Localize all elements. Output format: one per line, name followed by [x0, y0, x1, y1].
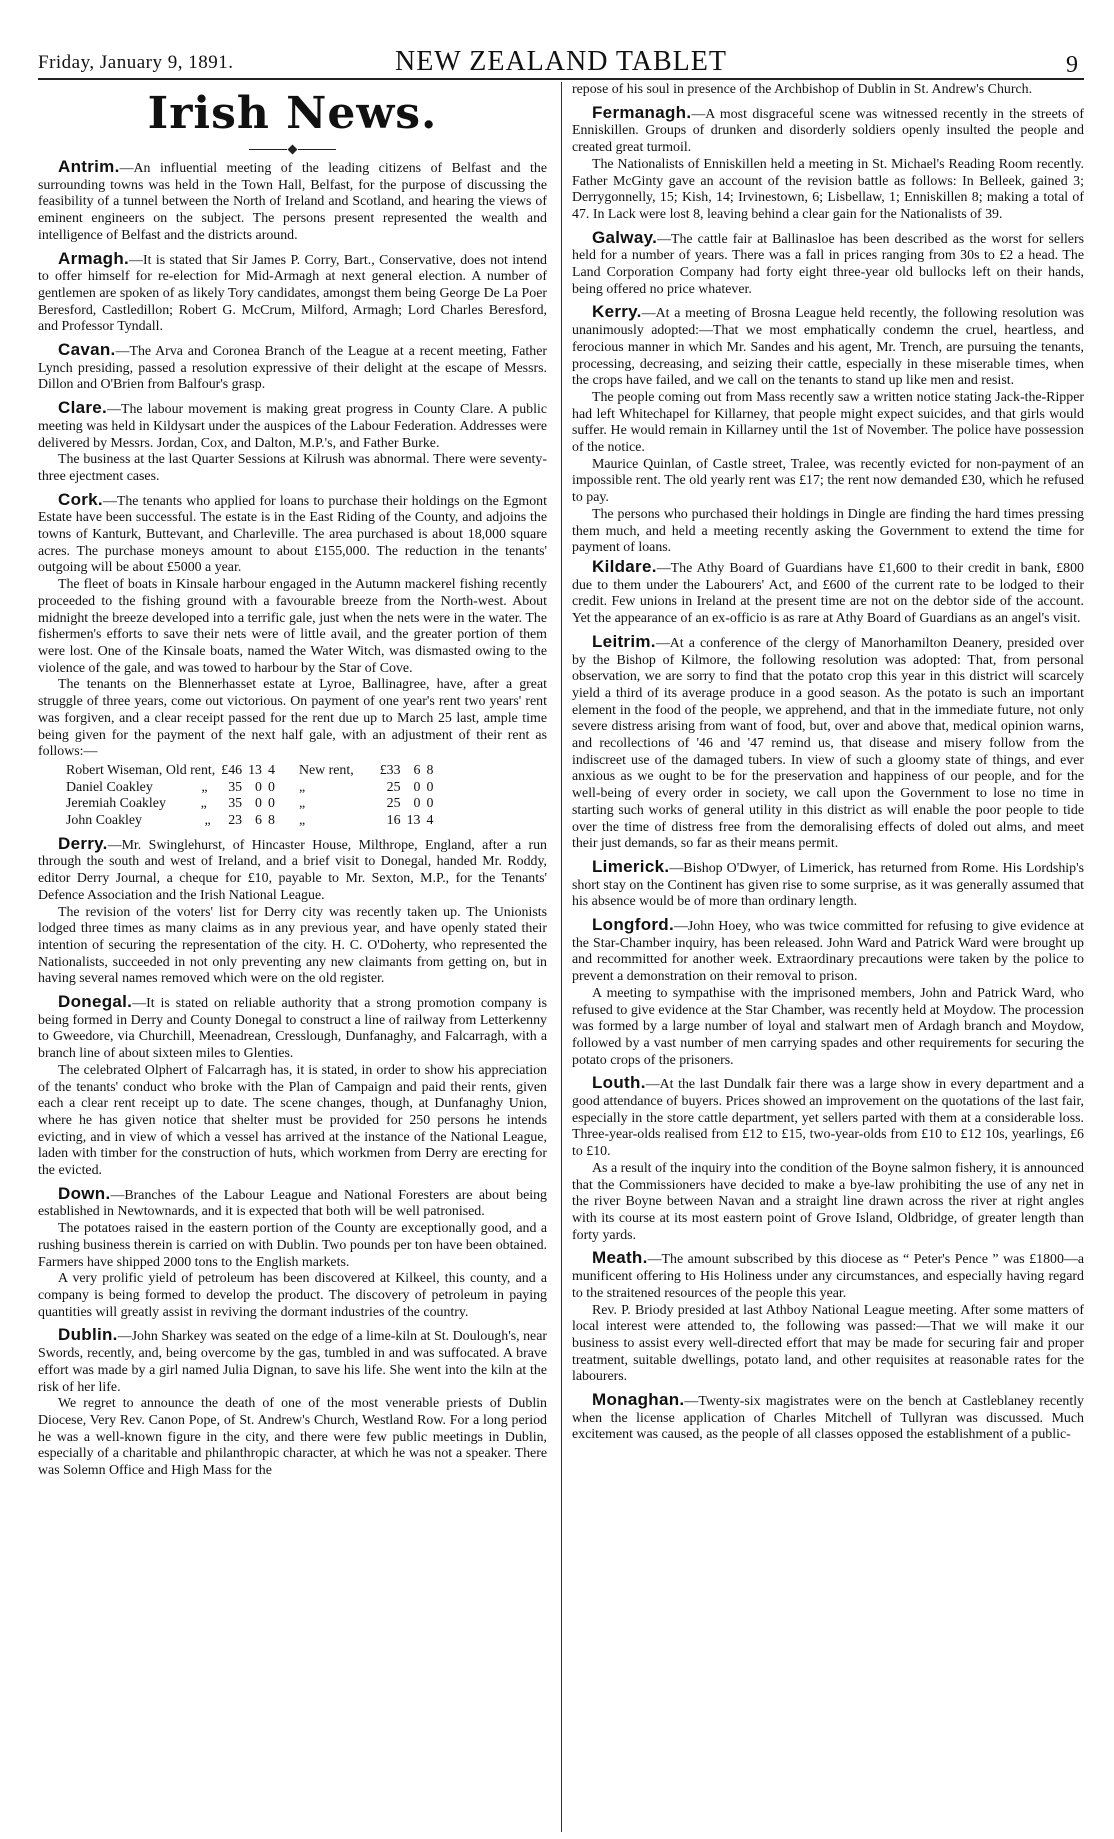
article-text: —An influential meeting of the leading citizens of Belfast and the surrounding towns was held in the Town Hall, Belfast, for the purpose of discussing the feasibility of a tunnel between the North of Ireland and Scotland, and hearing the views of eminent engineers on the subject. The persons present represented the wealth and intelligence of Belfast and the districts around. — [38, 161, 547, 243]
new-rent-shillings: 6 — [413, 762, 421, 778]
article-clare — [38, 400, 547, 452]
new-rent-pence: 0 — [426, 796, 434, 812]
paragraph: The revision of the voters' list for Derry city was recently taken up. The Unionists lodged three times as many claims as in any previous year, and have openly stated their intention of securing the representation of the city. H. C. O'Doherty, who represented the Nationalists, succeeded in not only preventing any new claimants from getting on, but in having several names removed which were on the old register. — [38, 904, 547, 987]
ornament-divider — [38, 146, 547, 153]
old-rent-pence: 8 — [267, 813, 275, 829]
article-longford — [572, 917, 1084, 986]
article-meath — [572, 1250, 1084, 1302]
county-heading: Longford. — [592, 915, 675, 935]
old-rent-pounds: 23 — [228, 813, 243, 829]
ditto-mark: „ — [298, 779, 306, 795]
county-heading: Armagh. — [58, 248, 130, 268]
old-rent-pence: 4 — [267, 762, 275, 778]
article-louth — [572, 1075, 1084, 1161]
county-heading: Dublin. — [58, 1325, 118, 1345]
county-heading: Antrim. — [58, 157, 120, 176]
county-heading: Galway. — [592, 227, 658, 247]
columns — [38, 82, 1084, 1832]
county-heading: Fermanagh. — [592, 102, 692, 122]
county-heading: Monaghan. — [592, 1390, 685, 1410]
article-text: —The tenants who applied for loans to purchase their holdings on the Egmont Estate have been successful. The estate is in the East Riding of the County, and adjoins the towns of Kanturk, Buttevant, and Charleville. The area purchased is about 18,000 square acres. The purchase moneys amount to about £155,000. The reduction in the tenants' outgoing will be about £5000 a year. — [38, 493, 547, 576]
old-rent-pounds: 35 — [228, 779, 243, 795]
article-down — [38, 1183, 547, 1221]
new-rent-pence: 8 — [426, 762, 434, 778]
article-antrim — [38, 159, 547, 245]
ditto-mark: „ — [298, 796, 306, 812]
left-column — [38, 82, 561, 1832]
county-heading: Cavan. — [58, 340, 116, 360]
county-heading: Kerry. — [592, 302, 642, 322]
county-heading: Down. — [58, 1183, 111, 1203]
article-text: —Branches of the Labour League and National Foresters are about being established in Newtownards, and it is expected that both will be well patronised. — [38, 1187, 547, 1220]
paragraph: As a result of the inquiry into the condition of the Boyne salmon fishery, it is announced that the Commissioners have decided to make a bye-law prohibiting the use of any net in the river Boyne between Navan and a straight line drawn across the river at right angles with its course at its most eastern point of Grove Island, Oldbridge, of greater length than forty yards. — [572, 1160, 1084, 1243]
masthead — [38, 40, 1084, 78]
old-rent-pounds: £46 — [221, 762, 243, 778]
paragraph: A very prolific yield of petroleum has been discovered at Kilkeel, this county, and a company is being formed to develop the product. The discovery of petroleum in paying quantities will greatly assist in reviving the dormant industries of the country. — [38, 1271, 547, 1320]
article-kerry — [572, 304, 1084, 390]
section-title: Irish News. — [147, 88, 438, 139]
old-rent-shillings: 6 — [255, 813, 262, 829]
ornament-diamond-icon — [288, 145, 298, 155]
article-dublin — [38, 1327, 547, 1396]
old-rent-shillings: 0 — [255, 779, 262, 795]
new-rent-pence: 4 — [426, 813, 434, 829]
old-rent-pence: 0 — [267, 779, 275, 795]
old-rent-pence: 0 — [267, 796, 275, 812]
article-donegal — [38, 994, 547, 1063]
old-rent-pounds: 35 — [228, 796, 243, 812]
table-row — [66, 780, 439, 797]
county-heading: Clare. — [58, 398, 108, 418]
article-text: —The labour movement is making great progress in County Clare. A public meeting was held in Kildysart under the auspices of the Labour Federation. Addresses were delivered by Messrs. Jordan, Cox, and Dalton, M.P.'s, and Father Burke. — [38, 402, 547, 451]
page-number: 9 — [1066, 52, 1078, 78]
new-rent-pounds: 25 — [386, 779, 401, 795]
new-rent-shillings: 0 — [413, 779, 421, 795]
tenant-name: Daniel Coakley „ — [66, 779, 208, 795]
county-heading: Leitrim. — [592, 631, 656, 651]
table-row — [66, 796, 439, 813]
article-text: —Mr. Swinglehurst, of Hincaster House, Milthrope, England, after a run through the south and west of Ireland, and a brief visit to Donegal, handed Mr. Roddy, editor Derry Journal, a cheque for £10, payable to Mr. Sexton, M.P., for the Tenants' Defence Association and the Irish National League. — [38, 837, 547, 903]
paragraph: The persons who purchased their holdings in Dingle are finding the hard times pressing them much, and held a meeting recently asking the Government to extend the time for payment of loans. — [572, 506, 1084, 556]
tenant-name: John Coakley „ — [66, 813, 211, 829]
county-heading: Limerick. — [592, 856, 670, 876]
paragraph: A meeting to sympathise with the imprisoned members, John and Patrick Ward, who refused to give evidence at the Star Chamber, was recently held at Moydow. The procession was formed by a large number of loyal and stalwart men of Ardagh branch and Moydow, followed by a vast number of men carrying spades and other requirements for securing the potato crops of the prisoners. — [572, 985, 1084, 1068]
article-text: —John Sharkey was seated on the edge of a lime-kiln at St. Doulough's, near Swords, recently, and, being overcome by the gas, tumbled in and was suffocated. A brave effort was made by a girl named Julia Dignan, to save his life. She went into the kiln at the risk of her life. — [38, 1329, 547, 1395]
issue-date: Friday, January 9, 1891. — [38, 52, 234, 73]
article-kildare — [572, 556, 1084, 628]
old-rent-shillings: 0 — [255, 796, 262, 812]
new-rent-label: New rent, — [298, 762, 354, 778]
tenant-name: Jeremiah Coakley „ — [66, 796, 207, 812]
rent-adjustment-table — [66, 763, 439, 830]
table-row — [66, 813, 439, 830]
new-rent-pence: 0 — [426, 779, 434, 795]
article-text: —The Arva and Coronea Branch of the League at a recent meeting, Father Lynch presiding, passed a resolution expressive of their delight at the escape of Messrs. Dillon and O'Brien from Balfour's grasp. — [38, 344, 547, 393]
paragraph: We regret to announce the death of one of the most venerable priests of Dublin Diocese, Very Rev. Canon Pope, of St. Andrew's Church, Westland Row. For a long period he was a well-known figure in the city, and there were few public meetings in Dublin, especially of a charitable and philanthropic character, at which he was not a speaker. There was Solemn Office and High Mass for the — [38, 1396, 547, 1479]
article-text: —The amount subscribed by this diocese as “ Peter's Pence ” was £1800—a munificent offering to His Holiness under any circumstances, and especially having regard to the straitened resources of the people this year. — [572, 1252, 1084, 1301]
article-text: —A most disgraceful scene was witnessed recently in the streets of Enniskillen. Groups of drunken and disorderly soldiers openly insulted the people and created great turmoil. — [572, 106, 1084, 156]
paragraph: The people coming out from Mass recently saw a written notice stating Jack-the-Ripper had left Whitechapel for Killarney, that people might expect suicides, and that girls would suffer. He would remain in Killarney until the 1st of November. The police have possession of the notice. — [572, 389, 1084, 456]
article-galway — [572, 227, 1084, 299]
ornament-bar — [249, 149, 287, 150]
article-text: —It is stated that Sir James P. Corry, Bart., Conservative, does not intend to offer himself for re-election for Mid-Armagh at next general election. A number of gentlemen are spoken of as likely Tory candidates, amongst them being George De La Poer Beresford, Castledillon; Robert G. McCrum, Milford, Armagh; Lord Charles Beresford, and Professor Tyndall. — [38, 252, 547, 335]
county-heading: Cork. — [58, 489, 103, 509]
article-text: —Twenty-six magistrates were on the bench at Castleblaney recently when the license application of Charles Mitchell of Tullyran was discussed. Much excitement was caused, as the people of all classes opposed the establishment of a public- — [572, 1394, 1084, 1443]
right-column — [561, 82, 1084, 1832]
county-heading: Derry. — [58, 833, 108, 853]
tenant-name: Robert Wiseman, Old rent, — [66, 762, 216, 778]
paragraph: Rev. P. Briody presided at last Athboy National League meeting. After some matters of local interest were attended to, the following was passed:—That we will make it our business to assist every well-directed effort that may be made for securing fair and proper treatment, suitable dwellings, potato land, and other requisites at reasonable rates for the labourers. — [572, 1302, 1084, 1385]
article-text: —The cattle fair at Ballinasloe has been described as the worst for sellers held for a number of years. There was a fall in prices ranging from 30s to £2 a head. The Land Corporation Company had forty eight three-year old bullocks left on their hands, being offered no price whatever. — [572, 231, 1084, 297]
continued-paragraph: repose of his soul in presence of the Archbishop of Dublin in St. Andrew's Church. — [572, 82, 1033, 97]
paragraph: The Nationalists of Enniskillen held a meeting in St. Michael's Reading Room recently. Father McGinty gave an account of the revision battle as follows: In Belleek, gained 3; Derrygonnelly, 15; Kish, 14; Irvinestown, 6; Lisbellaw, 1; Enniskillen 8; making a total of 47. In Lack were lost 8, leaving behind a clear gain for the Nationalists of 39. — [572, 156, 1084, 222]
county-heading: Louth. — [592, 1073, 646, 1093]
paragraph: The potatoes raised in the eastern portion of the County are exceptionally good, and a rushing business therein is carried on with Dublin. Two pounds per ton have been obtained. Farmers have shipped 2000 tons to the English markets. — [38, 1221, 547, 1270]
county-heading: Meath. — [592, 1248, 648, 1268]
article-text: —At a conference of the clergy of Manorhamilton Deanery, presided over by the Bishop of Kilmore, the following resolution was adopted: That, from personal observation, we are sorry to find that the potato crop this year in this district will scarcely yield a third of its average produce in a good season. As the potato is such an important element in the food of the people, we apprehend, and that in the immediate future, not only severe distress arising from want of food, but, over and above that, medical opinion warns, and recollections of '46 and '47 remind us, that disease and misery follow from the indiscreet use of the damaged tubers. In view of such a gloomy state of things, and ever anxious as we ought to be for the preservation and happiness of our people, and for the well-being of every order in society, we call upon the Government to lose no time in starting such works of general utility in this district as will enable the poor people to tide over the time of distress free from the demoralising effects of doled out alms, and meet their just demands, so far as their means permit. — [572, 635, 1084, 852]
article-limerick — [572, 856, 1084, 911]
new-rent-shillings: 0 — [413, 796, 421, 812]
article-cork — [38, 489, 547, 578]
ditto-mark: „ — [298, 813, 306, 829]
county-heading: Donegal. — [58, 992, 133, 1012]
new-rent-shillings: 13 — [406, 813, 421, 829]
masthead-rule — [38, 78, 1084, 80]
table-row — [66, 763, 439, 780]
paragraph: The fleet of boats in Kinsale harbour engaged in the Autumn mackerel fishing recently proceeded to the fishing ground with a favourable breeze from the North-west. About midnight the breeze developed into a terrific gale, just when the nets were in the water. The fishermen's efforts to save their nets were of little avail, and the greater portion of them were lost. One of the Kinsale boats, named the Water Witch, was dismasted owing to the violence of the gale, and was towed to harbour by the Star of Cove. — [38, 577, 547, 676]
article-text: —At a meeting of Brosna League held recently, the following resolution was unanimously adopted:—That we most emphatically condemn the cruel, heartless, and ferocious manner in which Mr. Sandes and his agent, Mr. Trench, are pursuing the tenants, processing, decreasing, and seizing their cattle, especially in these miserable times, when the crops have failed, and we call on the tenants to stand up like men and resist. — [572, 306, 1084, 389]
newspaper-title: NEW ZEALAND TABLET — [394, 46, 727, 77]
article-text: —Bishop O'Dwyer, of Limerick, has returned from Rome. His Lordship's short stay on the Continent has given rise to some surprise, as it was generally assumed that his absence would be of more than ordinary length. — [572, 860, 1084, 910]
article-fermanagh — [572, 102, 1084, 157]
new-rent-pounds: 25 — [386, 796, 401, 812]
article-armagh — [38, 248, 547, 337]
ornament-bar — [298, 149, 336, 150]
paragraph: Maurice Quinlan, of Castle street, Tralee, was recently evicted for non-payment of an impossible rent. The old yearly rent was £17; the rent now demanded £30, which he refused to pay. — [572, 456, 1084, 506]
paragraph: The celebrated Olphert of Falcarragh has, it is stated, in order to show his appreciation of the tenants' conduct who broke with the Plan of Campaign and paid their rents, given each a clear rent receipt up to date. The scene changes, though, at Dunfanaghy Union, where he has given notice that shelter must be provided for 250 persons he intends evicting, and in view of which a vessel has arrived at the instance of the National League, laden with timber for the construction of huts, which workmen from Derry are erecting for the evicted. — [38, 1062, 547, 1179]
article-monaghan — [572, 1392, 1084, 1444]
article-leitrim — [572, 631, 1084, 853]
new-rent-pounds: 16 — [386, 813, 401, 829]
article-text: —John Hoey, who was twice committed for refusing to give evidence at the Star-Chamber inquiry, has been released. John Ward and Patrick Ward were brought up and recommitted for another week. Extraordinary precautions were taken by the police to prevent a demonstration on their removal to prison. — [572, 919, 1084, 985]
paragraph: The tenants on the Blennerhasset estate at Lyroe, Ballinagree, have, after a great struggle of three years, come out victorious. On payment of one year's rent two years' rent was forgiven, and a clear receipt passed for the rent due up to March 25 last, ample time being given for the payment of the next half gale, with an adjustment of their rent as follows:— — [38, 677, 547, 760]
county-heading: Kildare. — [592, 556, 657, 576]
paragraph: The business at the last Quarter Sessions at Kilrush was abnormal. There were seventy-three ejectment cases. — [38, 452, 547, 484]
article-text: —It is stated on reliable authority that a strong promotion company is being formed in Derry and County Donegal to construct a line of railway from Letterkenny to Gweedore, via Churchill, Meenadrean, Cresslough, Dunfanaghy, and Falcarragh, with a branch line of about sixteen miles to Glenties. — [38, 996, 547, 1062]
old-rent-shillings: 13 — [248, 762, 262, 778]
article-text: —The Athy Board of Guardians have £1,600 to their credit in bank, £800 due to them under the Labourers' Act, and £600 of the current rate to be lodged to their credit. Few unions in Ireland at the present time are not on the debtor side of the account. Yet the appearance of an ex-officio is as rare at Athy Board of Guardians as an angel's visit. — [572, 560, 1084, 627]
article-text: —At the last Dundalk fair there was a large show in every department and a good attendance of buyers. Prices showed an improvement on the quotations of the last fair, especially in the store cattle department, yet sellers parted with them at a considerable loss. Three-year-olds realised from £12 to £15, two-year-olds from £10 to £12 10s, yearlings, £6 to £10. — [572, 1077, 1084, 1160]
article-cavan — [38, 342, 547, 394]
new-rent-pounds: £33 — [379, 762, 401, 778]
article-derry — [38, 833, 547, 905]
